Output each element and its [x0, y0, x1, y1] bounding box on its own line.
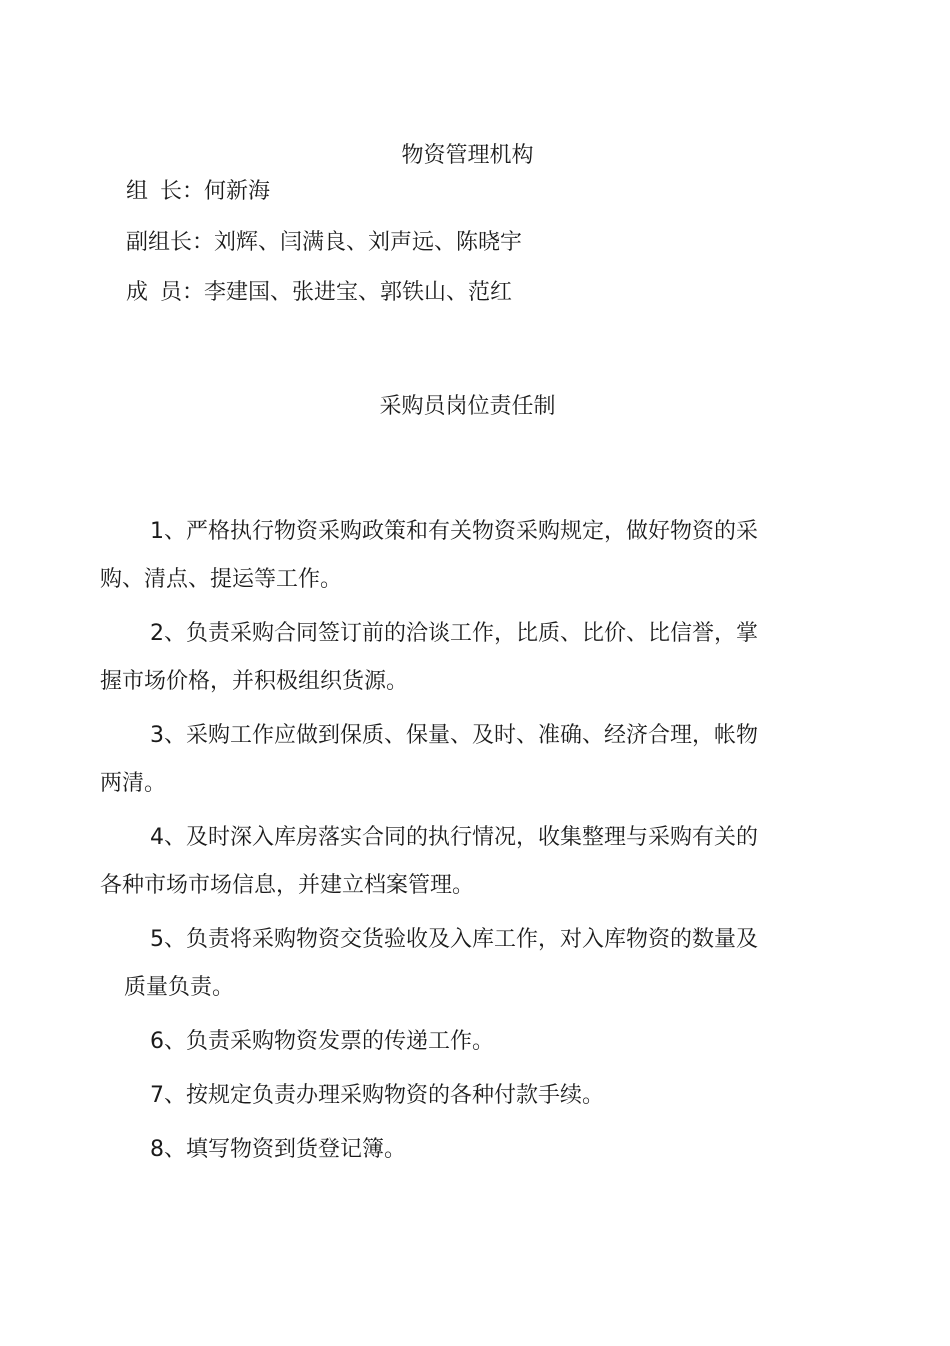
- members-key: 成 员：: [126, 280, 204, 305]
- duty-item: 3、采购工作应做到保质、保量、及时、准确、经济合理，帐物 两清。: [100, 723, 758, 796]
- leader-line: [126, 177, 270, 207]
- deputy-value: 刘辉、闫满良、刘声远、陈晓宇: [214, 230, 523, 255]
- members-line: [126, 278, 512, 308]
- leader-key: 组 长：: [126, 179, 204, 204]
- members-value: 李建国、张进宝、郭铁山、范红: [204, 280, 513, 305]
- duty-list: [100, 508, 790, 1180]
- duty-item: 6、负责采购物资发票的传递工作。: [150, 1029, 494, 1054]
- duty-item: 8、填写物资到货登记簿。: [150, 1137, 406, 1162]
- leader-value: 何新海: [204, 179, 271, 204]
- org-title: 物资管理机构: [401, 143, 534, 168]
- duty-title: 采购员岗位责任制: [379, 394, 556, 419]
- duty-item: 2、负责采购合同签订前的洽谈工作，比质、比价、比信誉，掌 握市场价格，并积极组织货源。: [100, 621, 758, 694]
- duty-item: 5、负责将采购物资交货验收及入库工作，对入库物资的数量及 质量负责。: [124, 927, 758, 1000]
- deputy-key: 副组长：: [126, 230, 215, 255]
- duty-item: 7、按规定负责办理采购物资的各种付款手续。: [150, 1083, 604, 1108]
- deputy-line: [126, 228, 522, 258]
- duty-item: 4、及时深入库房落实合同的执行情况，收集整理与采购有关的 各种市场市场信息，并建立档案管理。: [100, 825, 758, 898]
- duty-item: 1、严格执行物资采购政策和有关物资采购规定，做好物资的采 购、清点、提运等工作。: [100, 519, 758, 592]
